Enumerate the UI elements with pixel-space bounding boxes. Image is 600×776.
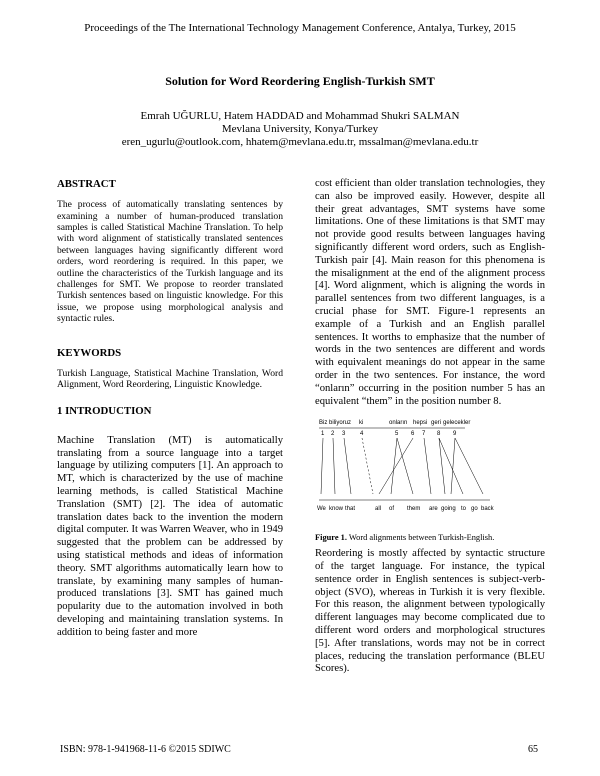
right-paragraph-2: Reordering is mostly affected by syntactic structure of the target language. For instance, the typical sentence order in English sentences is subject-verb-object (SVO), whereas in Turkish it is very flexible. For this reason, the alignment between typologically different languages may become complicated due to different word orders and morphological structures [5]. After translations, words may not be in correct places, reducing the translation performance (BLEU Scores). — [315, 548, 545, 675]
tr-word: ki — [359, 420, 364, 427]
en-word: back — [481, 506, 494, 513]
abstract-heading: ABSTRACT — [57, 178, 116, 190]
caption-text: Word alignments between Turkish-English. — [348, 533, 495, 543]
caption-label: Figure 1. — [315, 533, 347, 543]
position-number: 2 — [331, 431, 335, 438]
introduction-heading: 1 INTRODUCTION — [57, 404, 152, 417]
left-column — [57, 178, 283, 654]
tr-word: geri — [431, 420, 442, 427]
en-word: We — [317, 506, 326, 513]
author-emails: eren_ugurlu@outlook.com, hhatem@mevlana.edu.tr, mssalman@mevlana.edu.tr — [121, 136, 479, 148]
tr-word: biliyoruz — [329, 420, 352, 427]
proceedings-header: Proceedings of the The International Technology Management Conference, Antalya, Turkey, 2015 — [84, 22, 516, 34]
tr-word: hepsi — [413, 420, 428, 427]
en-word: to — [461, 506, 467, 513]
page-number: 65 — [528, 744, 538, 755]
word-alignment-figure — [315, 416, 545, 528]
en-word: them — [407, 506, 421, 513]
right-column — [315, 178, 545, 676]
en-word: all — [375, 506, 382, 513]
position-number: 6 — [411, 431, 415, 438]
word-alignment-diagram — [315, 416, 545, 528]
author-block — [0, 110, 600, 149]
position-number: 9 — [453, 431, 457, 438]
en-word: go — [471, 506, 478, 513]
keywords-heading: KEYWORDS — [57, 346, 122, 359]
position-number: 1 — [321, 431, 325, 438]
en-word: know — [329, 506, 344, 513]
keywords-text: Turkish Language, Statistical Machine Translation, Word Alignment, Word Reordering, Linguistic Knowledge. — [57, 367, 283, 391]
figure-caption — [315, 532, 545, 545]
position-number: 8 — [437, 431, 441, 438]
abstract-text: The process of automatically translating sentences by examining a number of human-produced translation samples is called Statistical Machine Translation. To help with word alignment of statistically translated sentences between languages having significantly different word orders, word reordering is required. In this paper, we outline the characteristics of the Turkish language and its challenges for SMT. We propose to reorder translated Turkish sentences based on linguistic knowledge. For this issue, we propose using morphological analysis and syntactic rules. — [57, 199, 283, 325]
tr-word: Biz — [319, 420, 328, 427]
tr-word: onların — [389, 420, 408, 427]
paper-title: Solution for Word Reordering English-Turkish SMT — [165, 74, 435, 88]
position-number: 4 — [360, 431, 364, 438]
en-word: going — [441, 506, 456, 513]
introduction-text: Machine Translation (MT) is automatically translating from a source language into a target language by utilizing computers [1]. An approach to MT, which is characterized by the use of machine learning methods, is called Statistical Machine Translation (SMT) [2]. The idea of automatic translation dates back to the invention the modern digital computer. It was Warren Weaver, who in 1949 suggested that the problem can be addressed by using statistical methods and ideas of information theory. SMT algorithms automatically learn how to translate, by examining many samples of human-produced translations [3]. SMT has gained much popularity due to the automation involved in both developing and maintaining translation systems. In addition to being faster and more — [57, 434, 283, 638]
right-paragraph-1: cost efficient than older translation technologies, they can also be improved easily. However, despite all their great advantages, SMT systems have some limitations. One of these limitations is that SMT may not provide good results between languages having significantly different word orders, such as English-Turkish pair [4]. Main reason for this phenomena is the misalignment at the end of the alignment process [4]. Word alignment, which is aligning the words in parallel sentences from two different languages, is a crucial phase for SMT. Figure-1 represents an example of a Turkish and an English parallel sentences. It worths to emphasize that the number of words in the two sentences are different and words with equivalent meanings do not appear in the same order in the two sentences. For instance, the word “onların” occurring in the position number 5 has an equivalent “them” in the position number 8. — [315, 178, 545, 407]
en-word: of — [389, 506, 395, 513]
en-word: are — [429, 506, 438, 513]
position-number: 5 — [395, 431, 399, 438]
author-names: Emrah UĞURLU, Hatem HADDAD and Mohammad Shukri SALMAN — [140, 110, 460, 122]
position-number: 3 — [342, 431, 346, 438]
isbn-footer: ISBN: 978-1-941968-11-6 ©2015 SDIWC — [60, 744, 231, 755]
author-affiliation: Mevlana University, Konya/Turkey — [221, 123, 379, 135]
en-word: that — [345, 506, 356, 513]
tr-word: gelecekler — [443, 420, 471, 427]
position-number: 7 — [422, 431, 426, 438]
